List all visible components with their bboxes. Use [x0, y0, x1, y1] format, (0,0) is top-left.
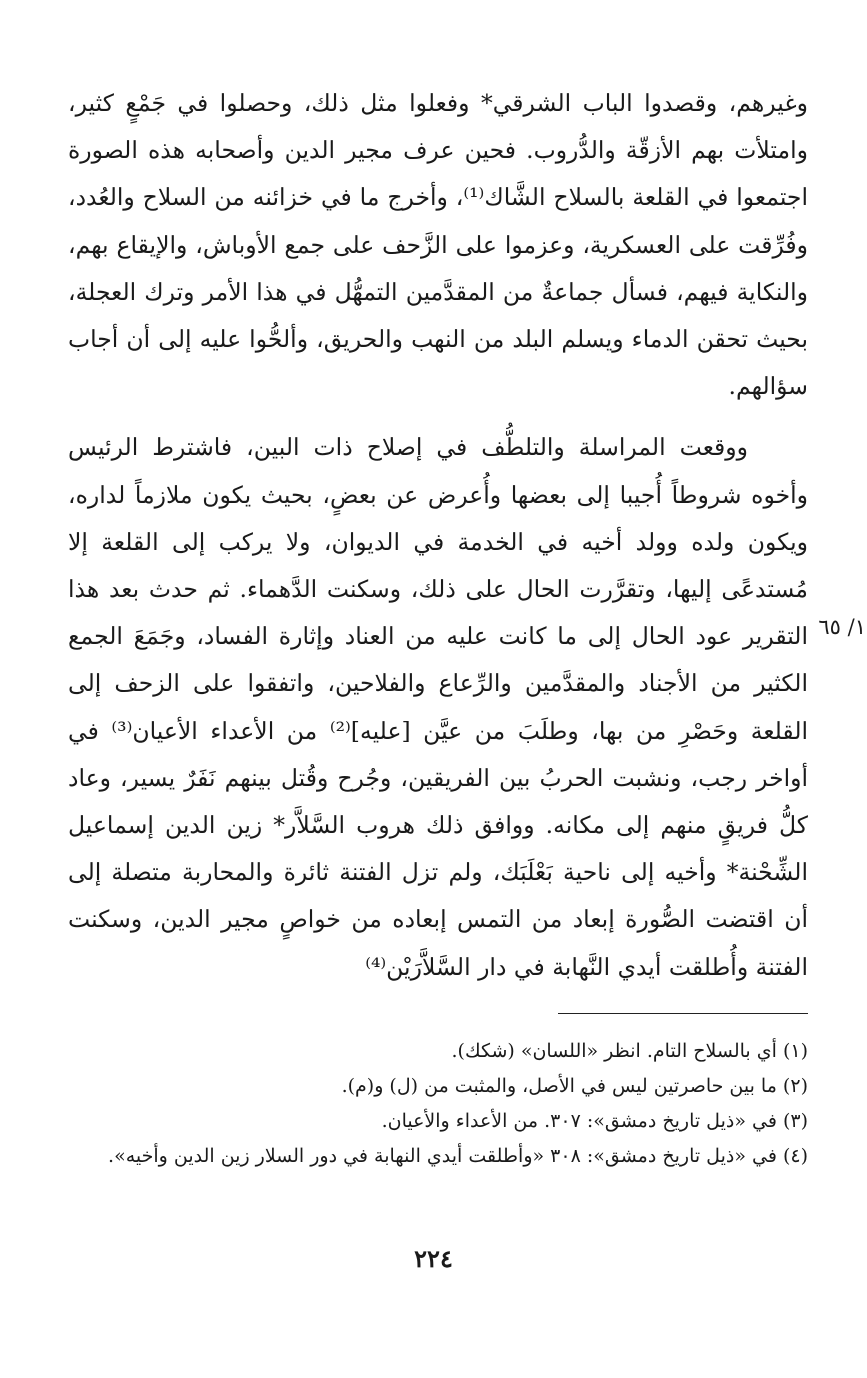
main-text — [68, 80, 808, 991]
footnotes — [68, 1034, 808, 1174]
footnote-4: (٤) في «ذيل تاريخ دمشق»: ٣٠٨ «وأطلقت أيدي النهابة في دور السلار زين الدين وأخيه». — [108, 1145, 808, 1167]
footnote-separator-rule — [558, 1013, 808, 1014]
footnote-1: (١) أي بالسلاح التام. انظر «اللسان» (شكك). — [451, 1040, 808, 1062]
page-number: ٢٢٤ — [414, 1244, 453, 1273]
paragraph-2: ووقعت المراسلة والتلطُّف في إصلاح ذات البين، فاشترط الرئيس وأخوه شروطاً أُجيبا إلى بعضها وأُعرض عن بعضٍ، بحيث يكون ملازماً لداره، ويكون ولده وولد أخيه في الخدمة في الديوان، ولا يركب إلى القلعة إلا مُستدعًى إليها، وتقرَّرت الحال على ذلك، وسكنت الدَّهماء. ثم حدث بعد هذا التقرير عود الحال إلى ما كانت عليه من العناد وإثارة الفساد، وجَمَعَ الجمع الكثير من الأجناد والمقدَّمين والرِّعاع والفلاحين، واتفقوا على الزحف إلى القلعة وحَصْرِ من بها، وطلَبَ من عيَّن [عليه]⁽²⁾ من الأعداء الأعيان⁽³⁾ في أواخر رجب، ونشبت الحربُ بين الفريقين، وجُرح وقُتل بينهم نَفَرٌ يسير، وعاد كلُّ فريقٍ منهم إلى مكانه. ووافق ذلك هروب السَّلاَّر* زين الدين إسماعيل الشِّحْنة* وأخيه إلى ناحية بَعْلَبَك، ولم تزل الفتنة ثائرة والمحاربة متصلة إلى أن اقتضت الصُّورة إبعاد من التمس إبعاده من خواصٍ مجير الدين، وسكنت الفتنة وأُطلقت أيدي النَّهابة في دار السَّلاَّرَيْن⁽⁴⁾ — [68, 433, 809, 981]
footnote-3: (٣) في «ذيل تاريخ دمشق»: ٣٠٧. من الأعداء والأعيان. — [381, 1110, 808, 1132]
footnote-2: (٢) ما بين حاصرتين ليس في الأصل، والمثبت من (ل) و(م). — [341, 1075, 808, 1097]
paragraph-1: وغيرهم، وقصدوا الباب الشرقي* وفعلوا مثل ذلك، وحصلوا في جَمْعٍ كثير، وامتلأت بهم الأزقّة والدُّروب. فحين عرف مجير الدين وأصحابه هذه الصورة اجتمعوا في القلعة بالسلاح الشَّاك⁽¹⁾، وأخرج ما في خزائنه من السلاح والعُدد، وفُرِّقت على العسكرية، وعزموا على الزَّحف على جمع الأوباش، والإيقاع بهم، والنكاية فيهم، فسأل جماعةٌ من المقدَّمين التمهُّل في هذا الأمر وترك العجلة، بحيث تحقن الدماء ويسلم البلد من النهب والحريق، وألحُّوا عليه إلى أن أجاب سؤالهم. — [68, 89, 808, 401]
margin-manuscript-reference: ١/ ٦٥ — [818, 615, 866, 639]
